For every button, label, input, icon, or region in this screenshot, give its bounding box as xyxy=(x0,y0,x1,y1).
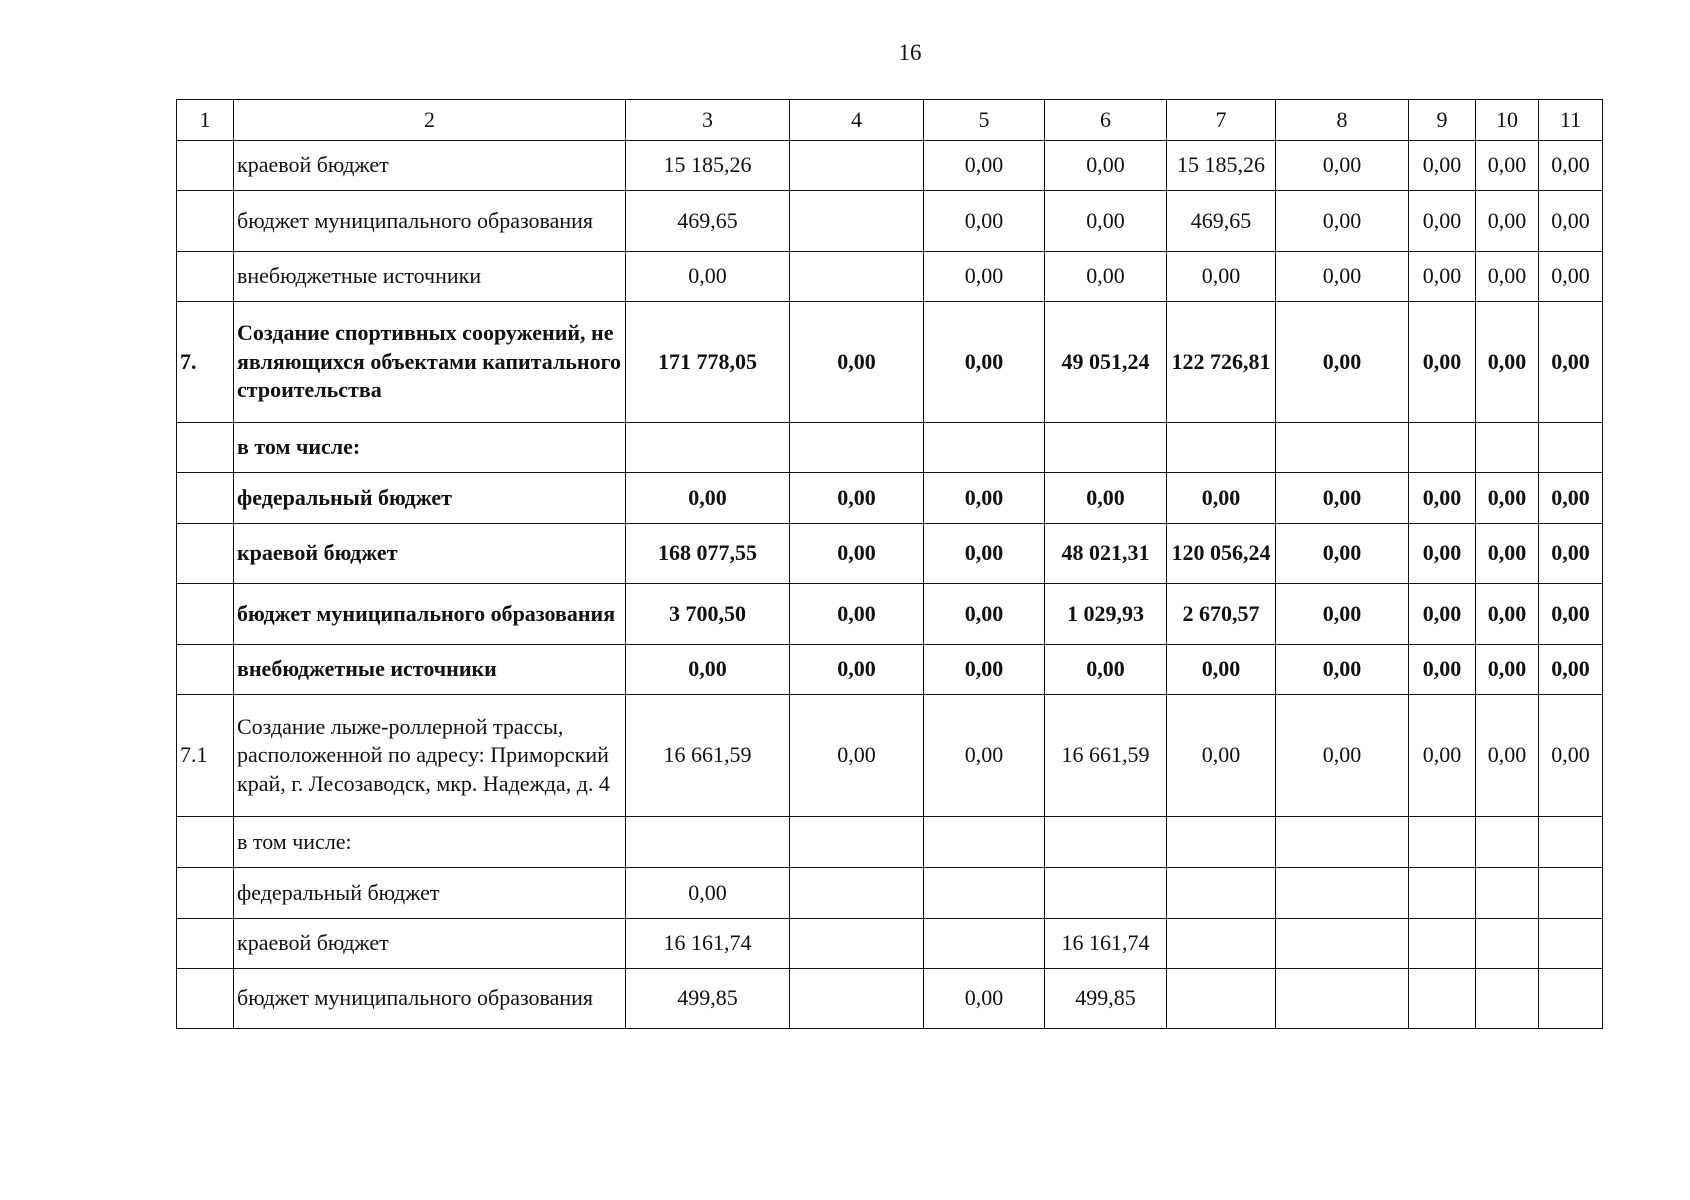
value-cell xyxy=(1539,868,1603,919)
row-index: 7. xyxy=(177,302,234,423)
value-cell: 0,00 xyxy=(1476,141,1539,191)
value-cell xyxy=(1409,969,1476,1029)
column-number: 9 xyxy=(1409,100,1476,141)
value-cell: 0,00 xyxy=(1276,473,1409,524)
value-cell: 0,00 xyxy=(1167,473,1276,524)
value-cell: 0,00 xyxy=(924,302,1045,423)
value-cell: 0,00 xyxy=(626,473,790,524)
value-cell xyxy=(924,817,1045,868)
row-index xyxy=(177,868,234,919)
value-cell xyxy=(790,817,924,868)
value-cell: 0,00 xyxy=(1276,302,1409,423)
value-cell xyxy=(1276,817,1409,868)
row-label: краевой бюджет xyxy=(234,919,626,969)
value-cell xyxy=(790,969,924,1029)
row-index xyxy=(177,584,234,645)
value-cell: 0,00 xyxy=(1539,645,1603,695)
row-label: в том числе: xyxy=(234,817,626,868)
value-cell xyxy=(1276,868,1409,919)
page-number: 16 xyxy=(898,40,922,65)
value-cell: 0,00 xyxy=(1276,584,1409,645)
value-cell xyxy=(1409,919,1476,969)
row-label: Создание лыже-роллерной трассы, расположенной по адресу: Приморский край, г. Лесозаводск, мкр. Надежда, д. 4 xyxy=(234,695,626,817)
row-index: 7.1 xyxy=(177,695,234,817)
value-cell: 0,00 xyxy=(924,524,1045,584)
value-cell: 120 056,24 xyxy=(1167,524,1276,584)
value-cell: 15 185,26 xyxy=(626,141,790,191)
value-cell: 0,00 xyxy=(924,191,1045,252)
column-number: 2 xyxy=(234,100,626,141)
value-cell: 15 185,26 xyxy=(1167,141,1276,191)
value-cell: 0,00 xyxy=(1409,473,1476,524)
value-cell: 0,00 xyxy=(1539,252,1603,302)
value-cell xyxy=(1476,868,1539,919)
column-number: 1 xyxy=(177,100,234,141)
value-cell: 0,00 xyxy=(790,302,924,423)
value-cell: 0,00 xyxy=(626,868,790,919)
value-cell: 0,00 xyxy=(1539,141,1603,191)
value-cell: 469,65 xyxy=(1167,191,1276,252)
value-cell xyxy=(1167,969,1276,1029)
value-cell: 0,00 xyxy=(1045,252,1167,302)
column-number: 5 xyxy=(924,100,1045,141)
value-cell xyxy=(1409,423,1476,473)
value-cell: 0,00 xyxy=(924,473,1045,524)
value-cell: 0,00 xyxy=(1409,584,1476,645)
value-cell: 49 051,24 xyxy=(1045,302,1167,423)
value-cell: 0,00 xyxy=(1539,524,1603,584)
value-cell: 499,85 xyxy=(626,969,790,1029)
value-cell: 171 778,05 xyxy=(626,302,790,423)
value-cell: 0,00 xyxy=(1276,524,1409,584)
value-cell: 0,00 xyxy=(1409,524,1476,584)
value-cell: 122 726,81 xyxy=(1167,302,1276,423)
value-cell: 16 161,74 xyxy=(1045,919,1167,969)
value-cell: 16 661,59 xyxy=(626,695,790,817)
value-cell: 0,00 xyxy=(924,695,1045,817)
value-cell: 0,00 xyxy=(924,141,1045,191)
value-cell xyxy=(1167,817,1276,868)
value-cell xyxy=(924,423,1045,473)
value-cell xyxy=(1167,423,1276,473)
row-index xyxy=(177,141,234,191)
column-number: 10 xyxy=(1476,100,1539,141)
value-cell xyxy=(790,141,924,191)
value-cell xyxy=(1539,919,1603,969)
value-cell: 0,00 xyxy=(1045,191,1167,252)
row-label: краевой бюджет xyxy=(234,524,626,584)
value-cell: 0,00 xyxy=(1476,645,1539,695)
value-cell: 0,00 xyxy=(1409,252,1476,302)
value-cell: 0,00 xyxy=(924,584,1045,645)
table-row xyxy=(177,868,1603,919)
value-cell xyxy=(924,868,1045,919)
value-cell xyxy=(790,191,924,252)
value-cell: 0,00 xyxy=(1276,252,1409,302)
table-row xyxy=(177,302,1603,423)
value-cell: 0,00 xyxy=(1476,473,1539,524)
row-label: федеральный бюджет xyxy=(234,473,626,524)
value-cell xyxy=(1409,868,1476,919)
value-cell: 499,85 xyxy=(1045,969,1167,1029)
value-cell xyxy=(1539,817,1603,868)
value-cell: 0,00 xyxy=(1476,584,1539,645)
table-row xyxy=(177,423,1603,473)
value-cell: 2 670,57 xyxy=(1167,584,1276,645)
table-row xyxy=(177,645,1603,695)
value-cell: 0,00 xyxy=(924,969,1045,1029)
column-number: 8 xyxy=(1276,100,1409,141)
value-cell xyxy=(1045,868,1167,919)
value-cell: 0,00 xyxy=(924,252,1045,302)
value-cell: 0,00 xyxy=(790,645,924,695)
value-cell: 0,00 xyxy=(1276,191,1409,252)
value-cell xyxy=(790,423,924,473)
row-label: краевой бюджет xyxy=(234,141,626,191)
value-cell xyxy=(626,423,790,473)
row-label: внебюджетные источники xyxy=(234,645,626,695)
value-cell: 0,00 xyxy=(1539,191,1603,252)
value-cell xyxy=(1476,423,1539,473)
value-cell: 0,00 xyxy=(1276,645,1409,695)
value-cell xyxy=(1476,817,1539,868)
value-cell: 16 661,59 xyxy=(1045,695,1167,817)
value-cell: 0,00 xyxy=(790,473,924,524)
value-cell: 0,00 xyxy=(1539,302,1603,423)
value-cell: 0,00 xyxy=(1476,252,1539,302)
value-cell xyxy=(1539,969,1603,1029)
value-cell xyxy=(790,868,924,919)
table-row xyxy=(177,473,1603,524)
value-cell: 0,00 xyxy=(1539,473,1603,524)
row-label: Создание спортивных сооружений, не являющихся объектами капитального строительства xyxy=(234,302,626,423)
value-cell: 0,00 xyxy=(1045,473,1167,524)
table-row xyxy=(177,695,1603,817)
row-label: бюджет муниципального образования xyxy=(234,584,626,645)
value-cell: 0,00 xyxy=(626,252,790,302)
row-index xyxy=(177,252,234,302)
value-cell: 0,00 xyxy=(1167,695,1276,817)
value-cell xyxy=(1476,919,1539,969)
row-index xyxy=(177,969,234,1029)
column-number: 7 xyxy=(1167,100,1276,141)
value-cell xyxy=(1476,969,1539,1029)
value-cell: 0,00 xyxy=(1476,302,1539,423)
value-cell: 0,00 xyxy=(790,524,924,584)
value-cell xyxy=(1167,919,1276,969)
value-cell xyxy=(1045,817,1167,868)
value-cell: 0,00 xyxy=(1409,302,1476,423)
value-cell: 0,00 xyxy=(1539,584,1603,645)
value-cell: 16 161,74 xyxy=(626,919,790,969)
value-cell: 168 077,55 xyxy=(626,524,790,584)
value-cell: 0,00 xyxy=(1167,252,1276,302)
row-label: в том числе: xyxy=(234,423,626,473)
value-cell xyxy=(1276,423,1409,473)
value-cell: 0,00 xyxy=(1409,645,1476,695)
value-cell: 0,00 xyxy=(1409,141,1476,191)
value-cell: 0,00 xyxy=(1045,645,1167,695)
row-label: федеральный бюджет xyxy=(234,868,626,919)
row-label: бюджет муниципального образования xyxy=(234,191,626,252)
value-cell xyxy=(790,919,924,969)
value-cell xyxy=(1045,423,1167,473)
value-cell: 0,00 xyxy=(1276,141,1409,191)
table-row xyxy=(177,252,1603,302)
value-cell xyxy=(1409,817,1476,868)
value-cell xyxy=(790,252,924,302)
budget-table xyxy=(176,99,1603,1029)
value-cell: 1 029,93 xyxy=(1045,584,1167,645)
row-index xyxy=(177,191,234,252)
column-number: 6 xyxy=(1045,100,1167,141)
value-cell: 0,00 xyxy=(1476,524,1539,584)
value-cell xyxy=(1276,969,1409,1029)
value-cell: 0,00 xyxy=(790,584,924,645)
row-index xyxy=(177,473,234,524)
table-row xyxy=(177,584,1603,645)
column-number: 4 xyxy=(790,100,924,141)
value-cell: 0,00 xyxy=(1476,191,1539,252)
row-label: внебюджетные источники xyxy=(234,252,626,302)
value-cell: 0,00 xyxy=(790,695,924,817)
value-cell: 0,00 xyxy=(626,645,790,695)
row-index xyxy=(177,645,234,695)
value-cell: 0,00 xyxy=(1476,695,1539,817)
value-cell xyxy=(1276,919,1409,969)
table-row xyxy=(177,141,1603,191)
table-row xyxy=(177,191,1603,252)
value-cell: 0,00 xyxy=(1276,695,1409,817)
row-index xyxy=(177,919,234,969)
value-cell: 48 021,31 xyxy=(1045,524,1167,584)
value-cell: 0,00 xyxy=(1539,695,1603,817)
table-row xyxy=(177,969,1603,1029)
value-cell: 469,65 xyxy=(626,191,790,252)
value-cell: 3 700,50 xyxy=(626,584,790,645)
value-cell xyxy=(1167,868,1276,919)
column-number-row xyxy=(177,100,1603,141)
table-row xyxy=(177,524,1603,584)
value-cell: 0,00 xyxy=(1409,695,1476,817)
column-number: 11 xyxy=(1539,100,1603,141)
table-row xyxy=(177,919,1603,969)
value-cell: 0,00 xyxy=(1409,191,1476,252)
row-label: бюджет муниципального образования xyxy=(234,969,626,1029)
value-cell: 0,00 xyxy=(1167,645,1276,695)
row-index xyxy=(177,524,234,584)
row-index xyxy=(177,817,234,868)
row-index xyxy=(177,423,234,473)
column-number: 3 xyxy=(626,100,790,141)
value-cell xyxy=(924,919,1045,969)
table-row xyxy=(177,817,1603,868)
value-cell: 0,00 xyxy=(1045,141,1167,191)
value-cell xyxy=(1539,423,1603,473)
value-cell xyxy=(626,817,790,868)
value-cell: 0,00 xyxy=(924,645,1045,695)
